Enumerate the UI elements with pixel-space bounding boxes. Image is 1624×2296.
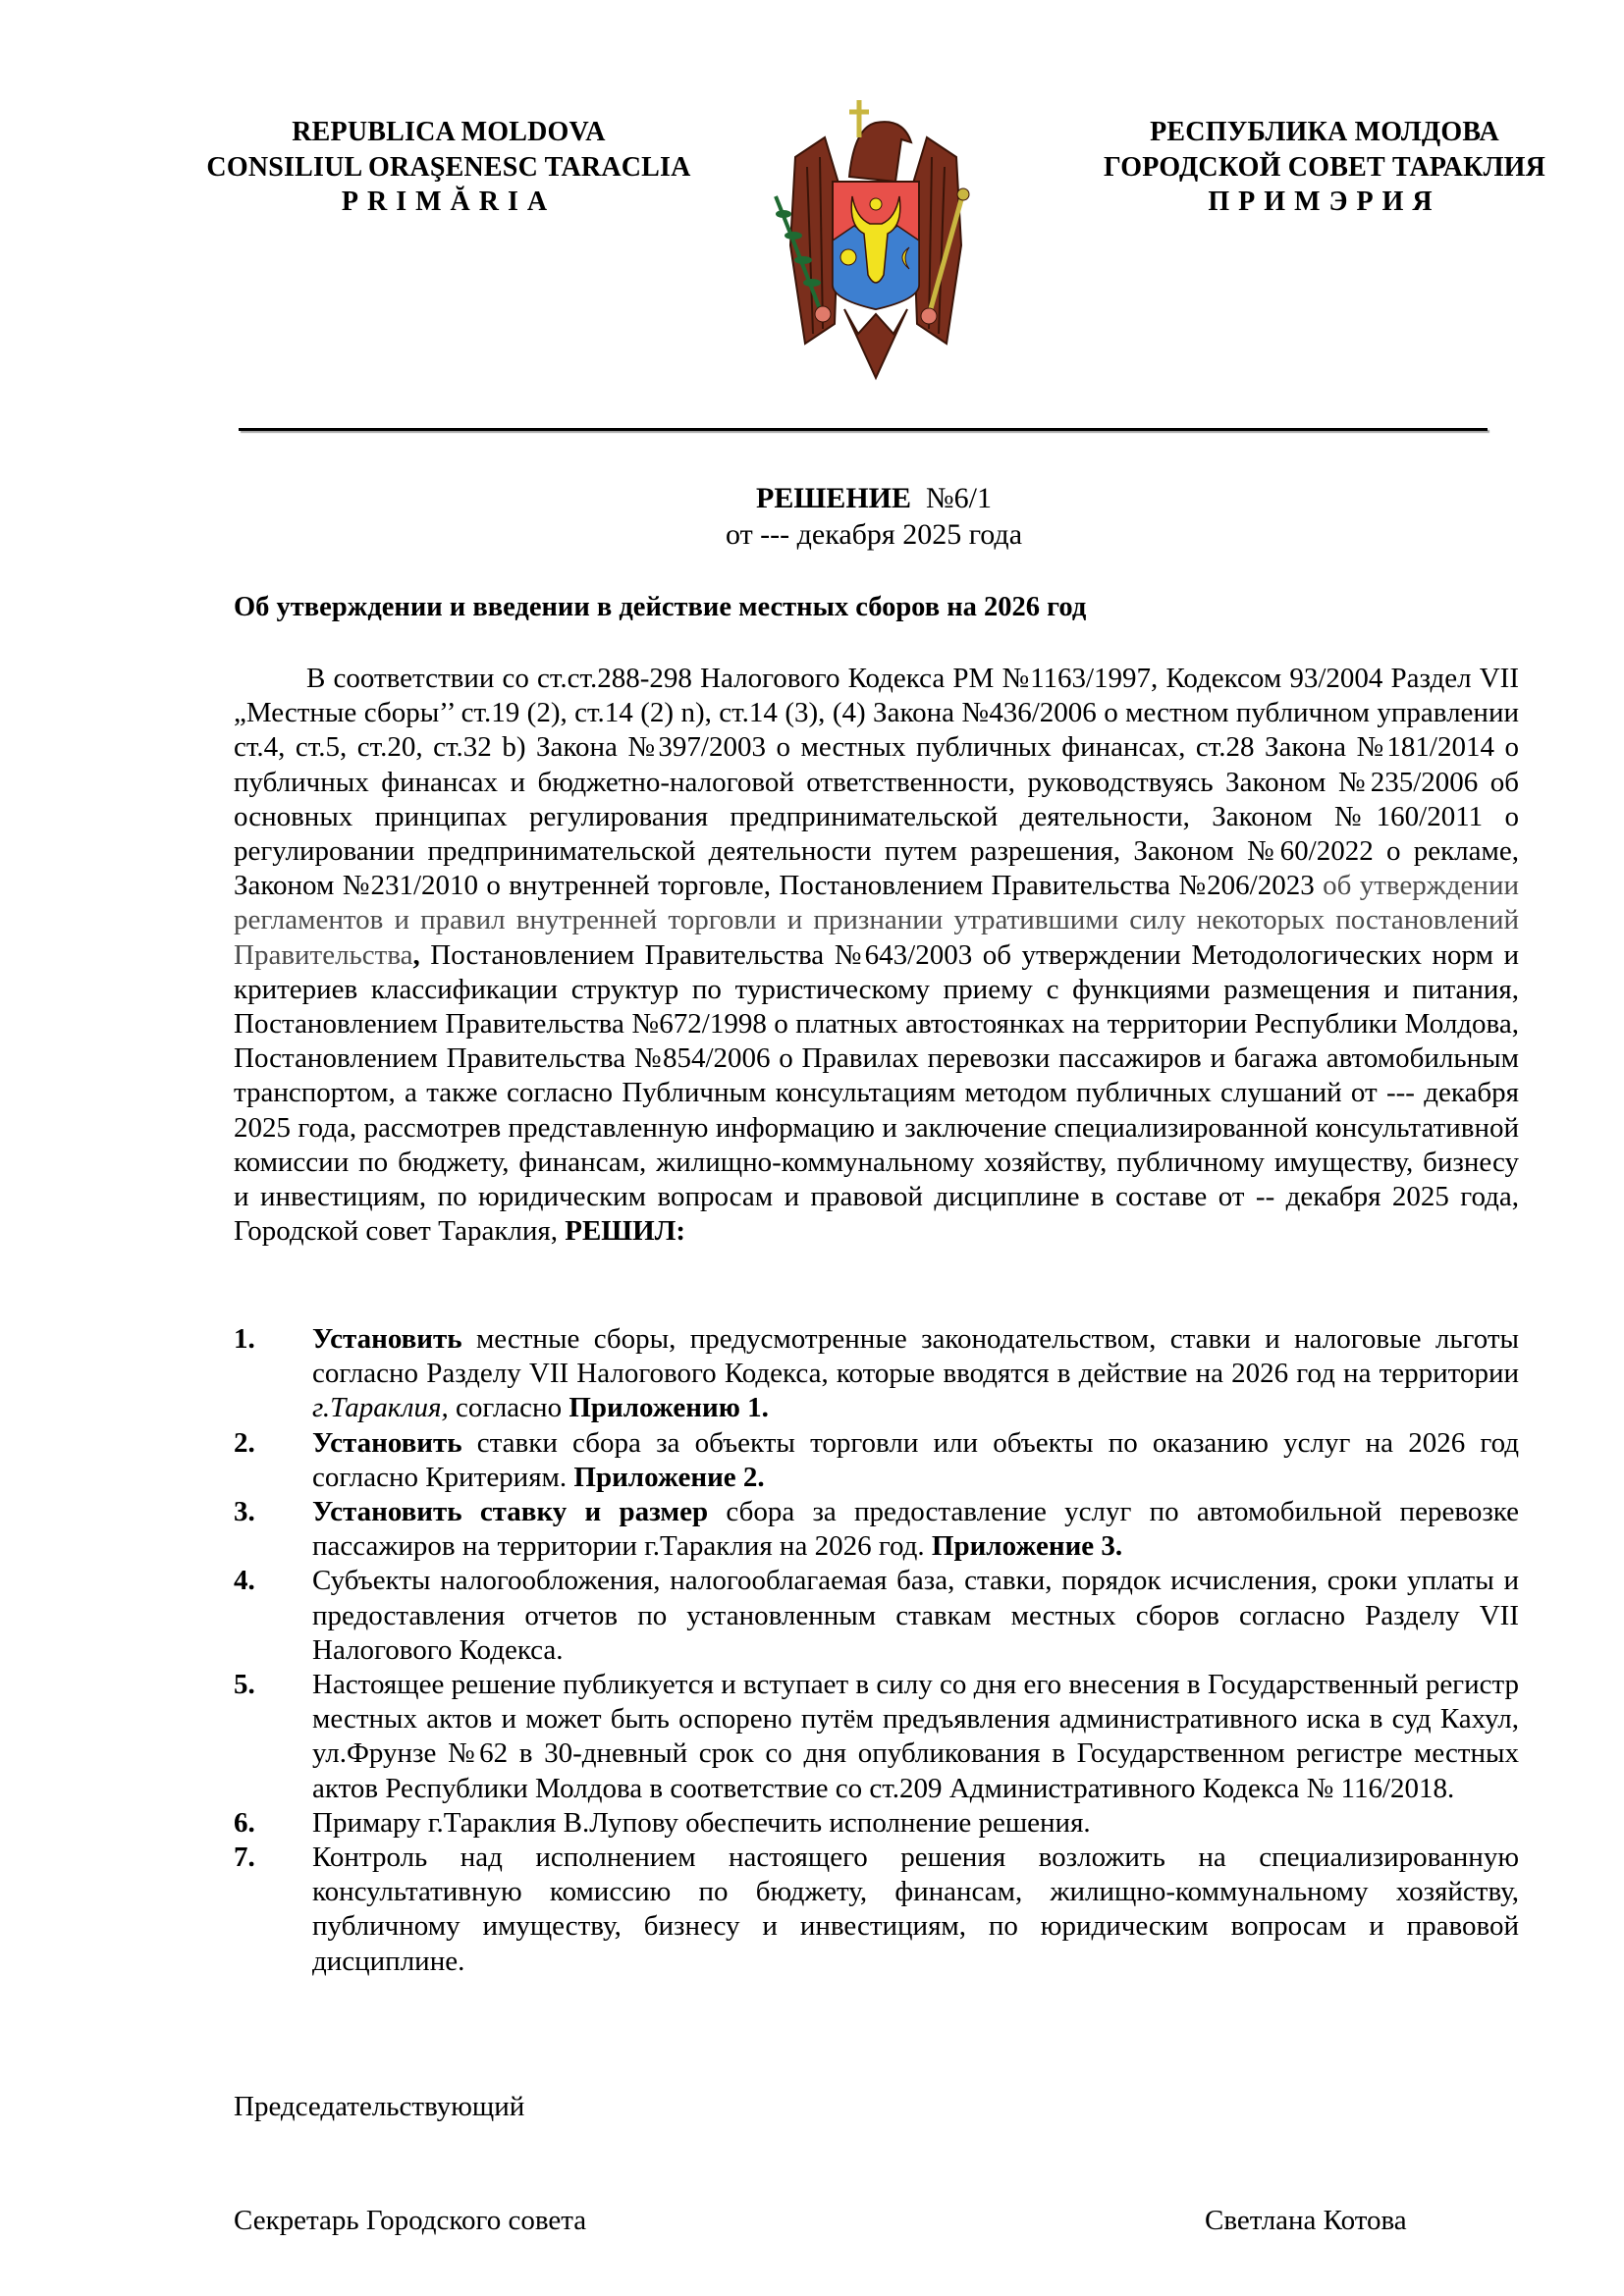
- decision-number: №6/1: [926, 482, 992, 514]
- item-number: 3.: [234, 1496, 255, 1528]
- moldova-coat-of-arms-icon: [766, 98, 986, 383]
- header-ru-office: ПРИМЭРИЯ: [1208, 187, 1441, 217]
- item-number: 5.: [234, 1669, 255, 1701]
- item-annex: Приложение 3.: [931, 1530, 1123, 1563]
- item-text: Субъекты налогообложения, налогооблагаемая база, ставки, порядок исчисления, сроки уплаты и предоставления отчетов по установленным ставкам местных сборов согласно Разделу VII Налогового Кодекса.: [312, 1565, 1519, 1666]
- decision-item-2: [234, 1426, 1519, 1495]
- decision-item-1: [234, 1322, 1519, 1426]
- decision-date: от --- декабря 2025 года: [725, 518, 1023, 551]
- decision-item-4: [234, 1564, 1519, 1668]
- header-russian: [1020, 115, 1624, 220]
- item-annex: Приложение 2.: [573, 1461, 765, 1493]
- item-annex: Приложению 1.: [568, 1392, 769, 1424]
- item-lead: Установить ставку и размер: [312, 1496, 709, 1528]
- decision-title: Об утверждении и введении в действие местных сборов на 2026 год: [234, 592, 1087, 622]
- item-text: Настоящее решение публикуется и вступает в силу со дня его внесения в Государственный регистр местных актов и может быть оспорено путём предъявления административного иска в суд Кахул, ул.Фрунзе №62 в 30-дневный срок со дня опубликования в Государственном регистре местных актов Республики Молдова в соответствие со ст.209 Административного Кодекса № 116/2018.: [312, 1669, 1519, 1804]
- item-text: ставки сбора за объекты торговли или объекты по оказанию услуг на 2026 год согласно Критериям.: [312, 1426, 1519, 1493]
- preamble-resolved: РЕШИЛ:: [565, 1215, 685, 1248]
- item-number: 4.: [234, 1565, 255, 1597]
- decision-heading: [0, 481, 1624, 516]
- secretary-signature-label: Секретарь Городского совета: [234, 2205, 587, 2236]
- header-ro-office: PRIMĂRIA: [341, 187, 557, 217]
- decision-heading-word: РЕШЕНИЕ: [756, 482, 911, 514]
- header-romanian: [144, 115, 753, 220]
- item-lead: Установить: [312, 1426, 462, 1459]
- header-ru-council: ГОРОДСКОЙ СОВЕТ ТАРАКЛИЯ: [1103, 151, 1546, 183]
- header-divider: [239, 428, 1488, 431]
- item-text: Примару г.Тараклия В.Лупову обеспечить исполнение решения.: [312, 1806, 1091, 1839]
- secretary-name: Светлана Котова: [1205, 2205, 1407, 2236]
- item-number: 2.: [234, 1426, 255, 1459]
- decision-item-7: [234, 1841, 1519, 1979]
- decision-items-list: [234, 1322, 1519, 1979]
- item-number: 1.: [234, 1323, 255, 1355]
- item-number: 7.: [234, 1842, 255, 1874]
- preamble-text-1: В соответствии со ст.ст.288-298 Налогового Кодекса РМ №1163/1997, Кодексом 93/2004 Раздел VII „Местные сборы’’ ст.19 (2), ст.14 (2) n), ст.14 (3), (4) Закона №436/2006 о местном публичном управлении ст.4, ст.5, ст.20, ст.32 b) Закона №397/2003 о местных публичных финансах, ст.28 Закона №181/2014 о публичных финансах и бюджетно-налоговой ответственности, руководствуясь Законом №235/2006 об основных принципах регулирования предпринимательской деятельности, Законом №160/2011 о регулировании предпринимательской деятельности путем разрешения, Законом №60/2022 о рекламе, Законом №231/2010 о внутренней торговле, Постановлением Правительства №206/2023: [234, 663, 1519, 902]
- preamble-grey-text: об утверждении регламентов и правил внутренней торговли и признании утратившими силу некоторых постановлений Правительства: [234, 870, 1519, 971]
- preamble-text-2: Постановлением Правительства №643/2003 об утверждении Методологических норм и критериев классификации структур по туристическому приему с функциями размещения и питания, Постановлением Правительства №672/1998 о платных автостоянках на территории Республики Молдова, Постановлением Правительства №854/2006 о Правилах перевозки пассажиров и багажа автомобильным транспортом, а также согласно Публичным консультациям методом публичных слушаний от --- декабря 2025 года, рассмотрев представленную информацию и заключение специализированной консультативной комиссии по бюджету, финансам, жилищно-коммунальному хозяйству, публичному имуществу, бизнесу и инвестициям, по юридическим вопросам и правовой дисциплине в составе от -- декабря 2025 года, Городской совет Тараклия,: [234, 938, 1519, 1248]
- decision-item-6: [234, 1806, 1519, 1841]
- preamble-bold-comma: ,: [412, 938, 420, 971]
- header-ro-council: CONSILIUL ORAŞENESC TARACLIA: [206, 151, 691, 183]
- header-ro-country: REPUBLICA MOLDOVA: [292, 117, 606, 147]
- chair-signature-label: Председательствующий: [234, 2091, 525, 2122]
- item-number: 6.: [234, 1806, 255, 1839]
- item-lead: Установить: [312, 1323, 462, 1355]
- decision-item-3: [234, 1495, 1519, 1564]
- decision-item-5: [234, 1668, 1519, 1806]
- header-ru-country: РЕСПУБЛИКА МОЛДОВА: [1150, 117, 1499, 147]
- item-italic: г.Тараклия,: [312, 1392, 449, 1424]
- item-text: сбора за предоставление услуг по автомобильной перевозке пассажиров на территории г.Тараклия на 2026 год.: [312, 1496, 1520, 1563]
- item-text: местные сборы, предусмотренные законодательством, ставки и налоговые льготы согласно Разделу VII Налогового Кодекса, которые вводятся в действие на 2026 год на территории: [312, 1323, 1519, 1390]
- preamble-paragraph: [234, 662, 1519, 1249]
- item-text: Контроль над исполнением настоящего решения возложить на специализированную консультативную комиссию по бюджету, финансам, жилищно-коммунальному хозяйству, публичному имуществу, бизнесу и инвестициям, по юридическим вопросам и правовой дисциплине.: [312, 1842, 1519, 1977]
- item-text-2: согласно: [448, 1392, 569, 1424]
